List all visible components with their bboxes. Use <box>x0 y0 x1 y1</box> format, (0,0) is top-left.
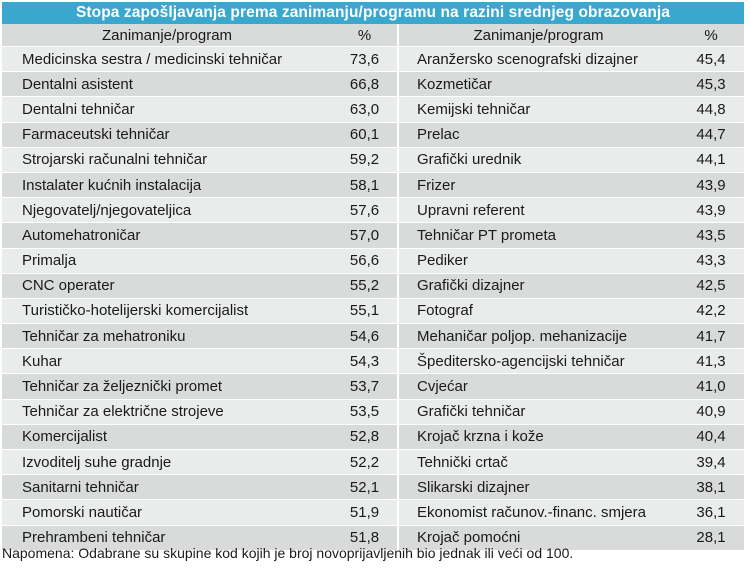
left-percent-cell: 73,6 <box>332 47 398 72</box>
footnote: Napomena: Odabrane su skupine kod kojih je broj novoprijavljenih bio jednak ili veći od 100. <box>2 545 574 561</box>
table-row <box>2 72 744 97</box>
left-occupation-cell: Medicinska sestra / medicinski tehničar <box>2 47 332 72</box>
right-occupation-cell: Kemijski tehničar <box>398 97 678 122</box>
left-percent-cell: 54,3 <box>332 349 398 374</box>
header-right-percent: % <box>678 24 744 47</box>
left-occupation-cell: Farmaceutski tehničar <box>2 122 332 147</box>
left-occupation-cell: Pomorski nautičar <box>2 500 332 525</box>
left-occupation-cell: Sanitarni tehničar <box>2 475 332 500</box>
left-percent-cell: 57,0 <box>332 223 398 248</box>
table-row <box>2 47 744 72</box>
right-percent-cell: 44,7 <box>678 122 744 147</box>
right-percent-cell: 40,9 <box>678 399 744 424</box>
left-percent-cell: 51,8 <box>332 525 398 550</box>
header-left-percent: % <box>332 24 398 47</box>
right-occupation-cell: Fotograf <box>398 298 678 323</box>
right-percent-cell: 44,8 <box>678 97 744 122</box>
left-percent-cell: 60,1 <box>332 122 398 147</box>
table-row <box>2 97 744 122</box>
table-row <box>2 450 744 475</box>
right-percent-cell: 45,3 <box>678 72 744 97</box>
right-occupation-cell: Ekonomist računov.-financ. smjera <box>398 500 678 525</box>
header-right-occupation: Zanimanje/program <box>398 24 678 47</box>
table-row <box>2 475 744 500</box>
right-percent-cell: 44,1 <box>678 147 744 172</box>
right-occupation-cell: Slikarski dizajner <box>398 475 678 500</box>
right-occupation-cell: Grafički tehničar <box>398 399 678 424</box>
right-percent-cell: 45,4 <box>678 47 744 72</box>
right-occupation-cell: Krojač pomoćni <box>398 525 678 550</box>
right-percent-cell: 28,1 <box>678 525 744 550</box>
right-percent-cell: 43,5 <box>678 223 744 248</box>
right-percent-cell: 43,3 <box>678 248 744 273</box>
left-percent-cell: 52,1 <box>332 475 398 500</box>
right-occupation-cell: Mehaničar poljop. mehanizacije <box>398 324 678 349</box>
table-row <box>2 424 744 449</box>
table-row <box>2 500 744 525</box>
right-occupation-cell: Upravni referent <box>398 198 678 223</box>
right-occupation-cell: Frizer <box>398 172 678 197</box>
right-percent-cell: 43,9 <box>678 172 744 197</box>
right-percent-cell: 41,3 <box>678 349 744 374</box>
left-occupation-cell: Kuhar <box>2 349 332 374</box>
left-occupation-cell: Strojarski računalni tehničar <box>2 147 332 172</box>
left-percent-cell: 53,5 <box>332 399 398 424</box>
table-row <box>2 147 744 172</box>
right-occupation-cell: Grafički dizajner <box>398 273 678 298</box>
left-percent-cell: 66,8 <box>332 72 398 97</box>
left-occupation-cell: Komercijalist <box>2 424 332 449</box>
right-percent-cell: 40,4 <box>678 424 744 449</box>
right-percent-cell: 42,2 <box>678 298 744 323</box>
left-percent-cell: 57,6 <box>332 198 398 223</box>
left-percent-cell: 55,1 <box>332 298 398 323</box>
left-percent-cell: 52,2 <box>332 450 398 475</box>
table-row <box>2 273 744 298</box>
right-percent-cell: 43,9 <box>678 198 744 223</box>
table-row <box>2 324 744 349</box>
right-occupation-cell: Tehnički crtač <box>398 450 678 475</box>
left-occupation-cell: Tehničar za mehatroniku <box>2 324 332 349</box>
header-row <box>2 24 744 47</box>
left-occupation-cell: Njegovatelj/njegovateljica <box>2 198 332 223</box>
right-percent-cell: 39,4 <box>678 450 744 475</box>
table-row <box>2 172 744 197</box>
right-percent-cell: 41,0 <box>678 374 744 399</box>
employment-rate-table <box>2 24 744 551</box>
left-percent-cell: 53,7 <box>332 374 398 399</box>
left-percent-cell: 55,2 <box>332 273 398 298</box>
left-percent-cell: 52,8 <box>332 424 398 449</box>
table-title: Stopa zapošljavanja prema zanimanju/programu na razini srednjeg obrazovanja <box>2 2 744 24</box>
left-occupation-cell: Automehatroničar <box>2 223 332 248</box>
right-occupation-cell: Špeditersko-agencijski tehničar <box>398 349 678 374</box>
right-percent-cell: 38,1 <box>678 475 744 500</box>
left-percent-cell: 58,1 <box>332 172 398 197</box>
right-percent-cell: 42,5 <box>678 273 744 298</box>
right-occupation-cell: Pediker <box>398 248 678 273</box>
table-row <box>2 223 744 248</box>
table-row <box>2 298 744 323</box>
right-occupation-cell: Kozmetičar <box>398 72 678 97</box>
left-occupation-cell: Tehničar za električne strojeve <box>2 399 332 424</box>
table-row <box>2 122 744 147</box>
employment-rate-table-container <box>2 2 744 551</box>
header-left-occupation: Zanimanje/program <box>2 24 332 47</box>
left-occupation-cell: Turističko-hotelijerski komercijalist <box>2 298 332 323</box>
left-occupation-cell: Dentalni tehničar <box>2 97 332 122</box>
right-percent-cell: 41,7 <box>678 324 744 349</box>
table-row <box>2 349 744 374</box>
right-percent-cell: 36,1 <box>678 500 744 525</box>
table-body <box>2 47 744 551</box>
left-occupation-cell: Tehničar za željeznički promet <box>2 374 332 399</box>
left-occupation-cell: Dentalni asistent <box>2 72 332 97</box>
right-occupation-cell: Grafički urednik <box>398 147 678 172</box>
right-occupation-cell: Prelac <box>398 122 678 147</box>
table-row <box>2 198 744 223</box>
left-occupation-cell: Instalater kućnih instalacija <box>2 172 332 197</box>
right-occupation-cell: Krojač krzna i kože <box>398 424 678 449</box>
left-occupation-cell: CNC operater <box>2 273 332 298</box>
left-percent-cell: 51,9 <box>332 500 398 525</box>
left-percent-cell: 59,2 <box>332 147 398 172</box>
left-occupation-cell: Prehrambeni tehničar <box>2 525 332 550</box>
table-row <box>2 399 744 424</box>
right-occupation-cell: Cvjećar <box>398 374 678 399</box>
left-occupation-cell: Izvoditelj suhe gradnje <box>2 450 332 475</box>
left-percent-cell: 56,6 <box>332 248 398 273</box>
right-occupation-cell: Aranžersko scenografski dizajner <box>398 47 678 72</box>
left-occupation-cell: Primalja <box>2 248 332 273</box>
table-row <box>2 248 744 273</box>
table-row <box>2 374 744 399</box>
left-percent-cell: 63,0 <box>332 97 398 122</box>
left-percent-cell: 54,6 <box>332 324 398 349</box>
right-occupation-cell: Tehničar PT prometa <box>398 223 678 248</box>
